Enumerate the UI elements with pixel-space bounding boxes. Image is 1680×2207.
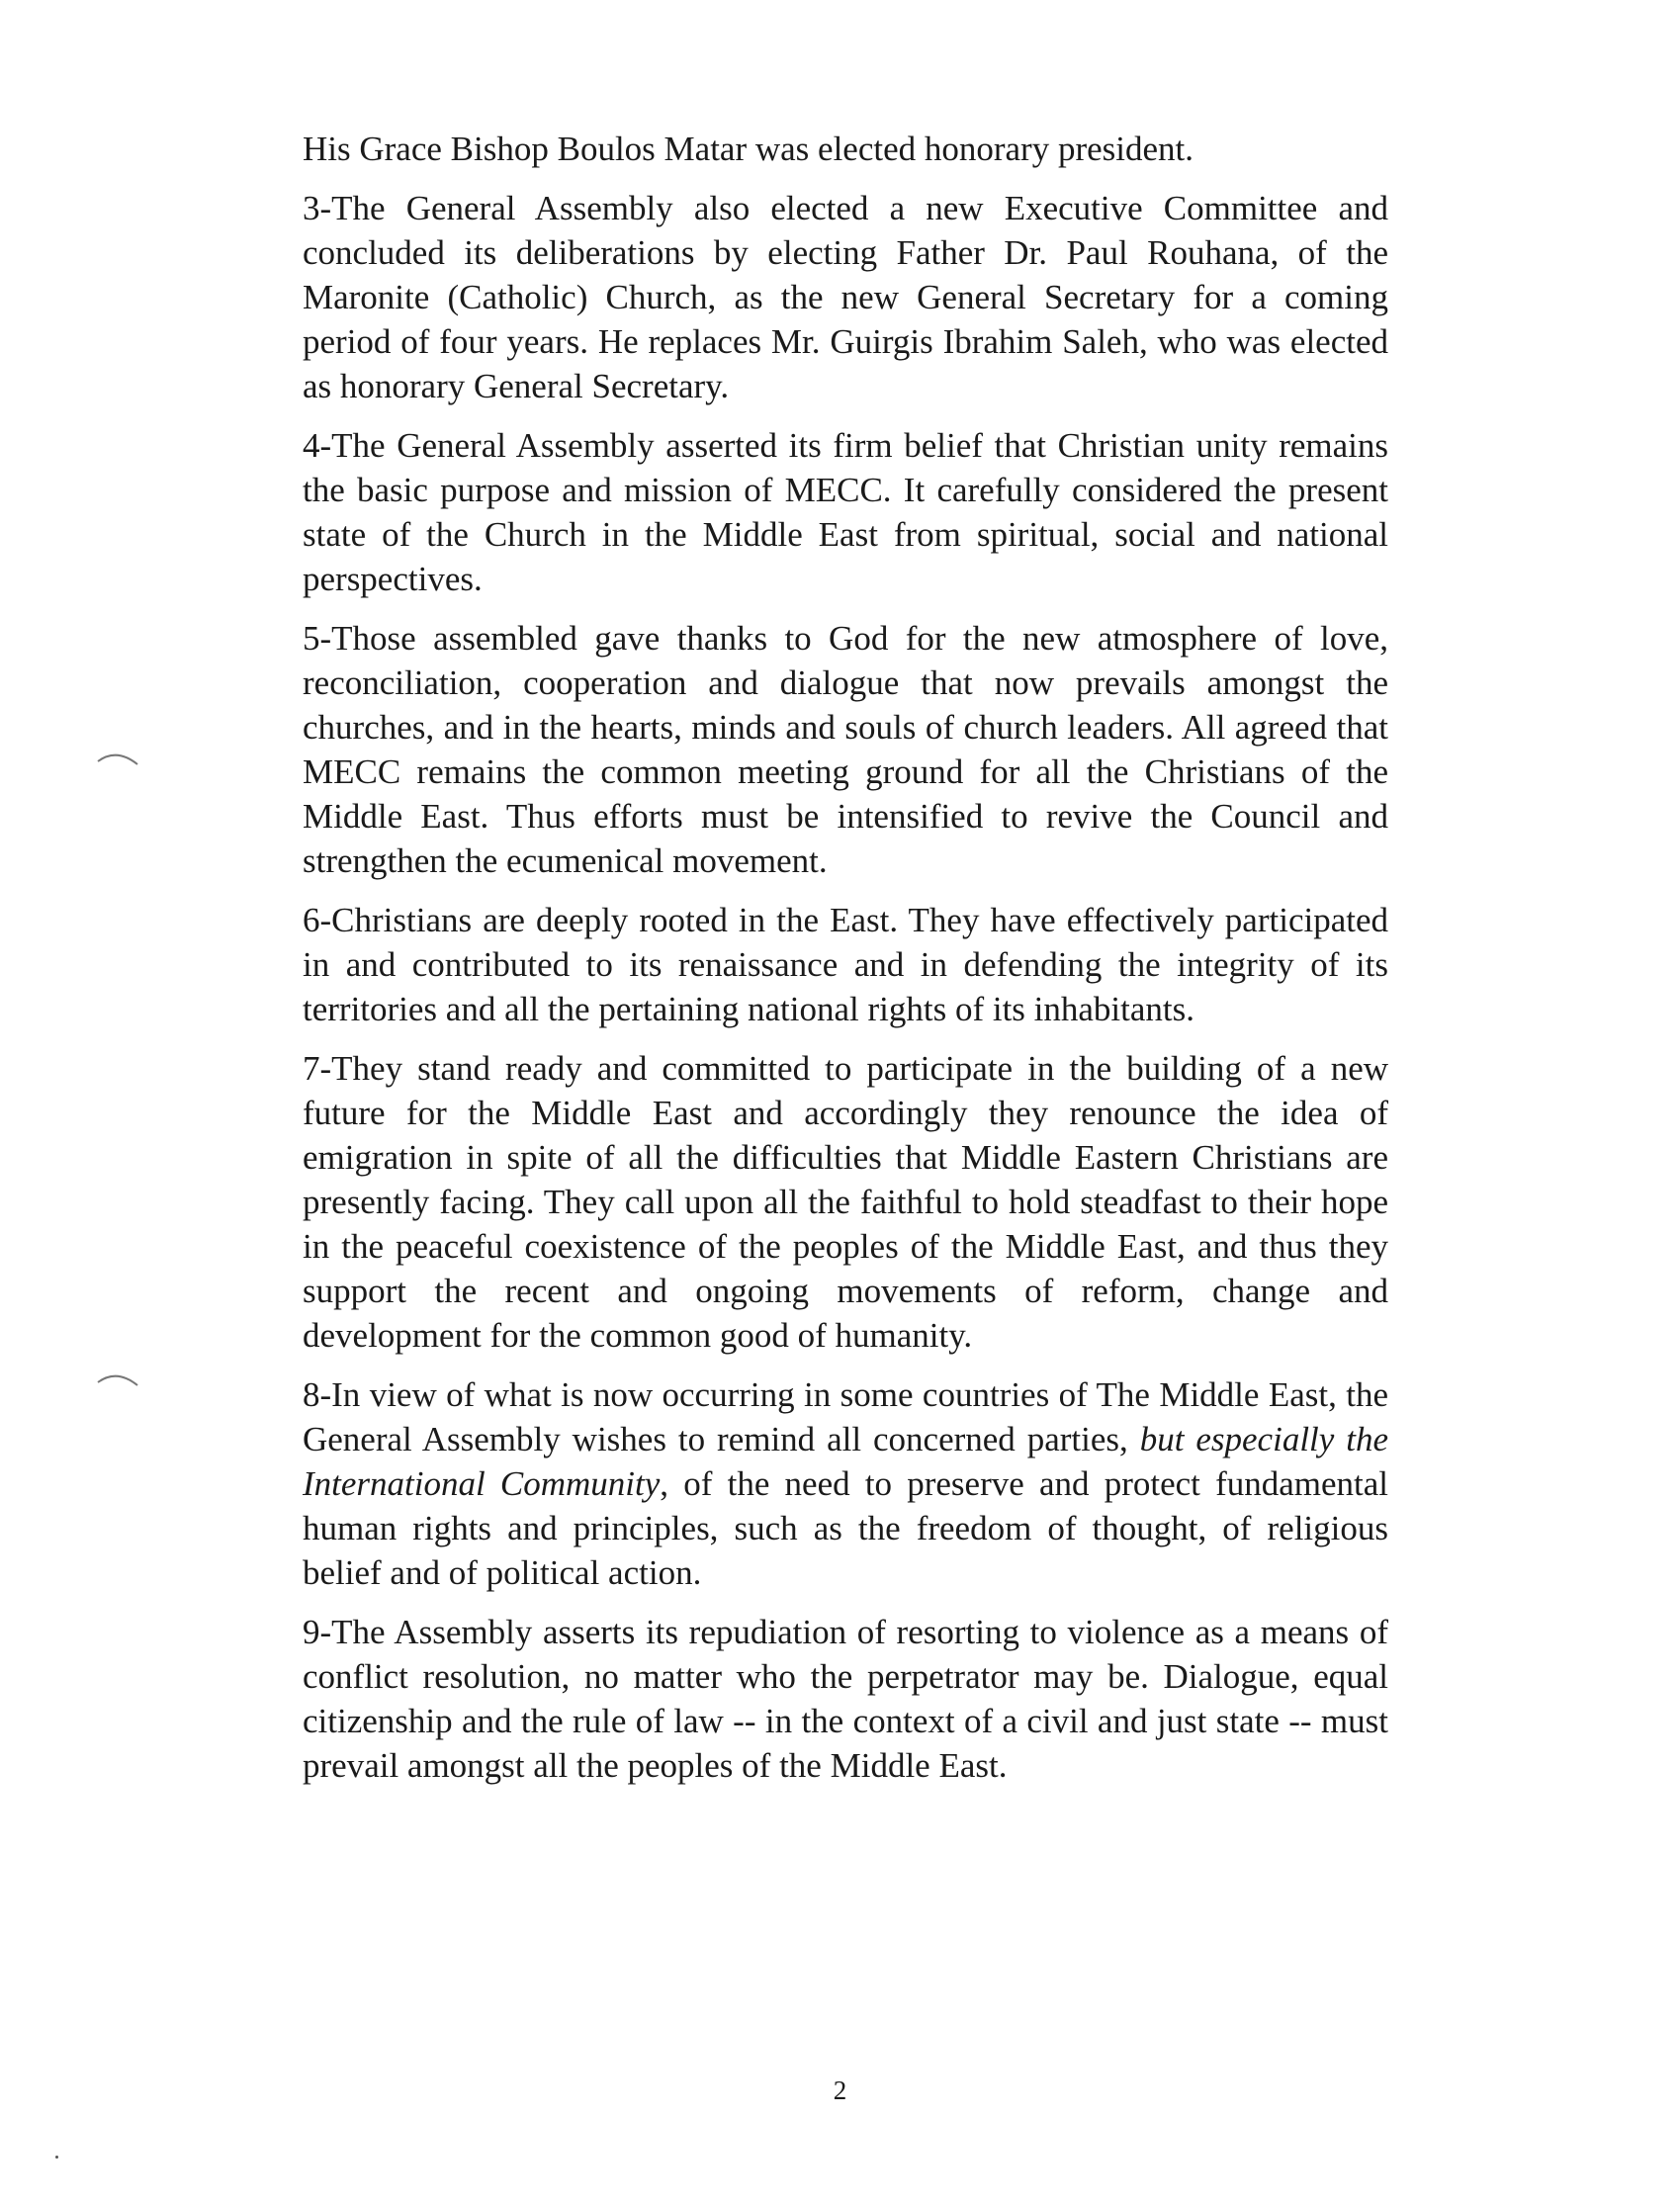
paragraph-8-human-rights (303, 1372, 1388, 1595)
paragraph-3-executive-committee: 3-The General Assembly also elected a new Executive Committee and concluded its deliberations by electing Father Dr. Paul Rouhana, of the Maronite (Catholic) Church, as the new General Secretary for a coming period of four years. He replaces Mr. Guirgis Ibrahim Saleh, who was elected as honorary General Secretary. (303, 189, 1388, 405)
paragraph-9-repudiation-of-violence: 9-The Assembly asserts its repudiation of resorting to violence as a means of conflict resolution, no matter who the perpetrator may be. Dialogue, equal citizenship and the rule of law -- in the context of a civil and just state -- must prevail amongst all the peoples of the Middle East. (303, 1613, 1388, 1785)
document-body (303, 127, 1388, 1803)
paragraph-8-emphasis: but especially the International Community (303, 1420, 1388, 1503)
paragraph-5-thanks-to-god: 5-Those assembled gave thanks to God for the new atmosphere of love, reconciliation, cooperation and dialogue that now prevails amongst the churches, and in the hearts, minds and souls of church leaders. All agreed that MECC remains the common meeting ground for all the Christians of the Middle East. Thus efforts must be intensified to revive the Council and strengthen the ecumenical movement. (303, 619, 1388, 880)
paragraph-8-text-end: , of the need to preserve and protect fundamental human rights and principles, such as the freedom of thought, of religious belief and of political action. (303, 1464, 1388, 1592)
paragraph-4-christian-unity: 4-The General Assembly asserted its firm belief that Christian unity remains the basic purpose and mission of MECC. It carefully considered the present state of the Church in the Middle East from spiritual, social and national perspectives. (303, 426, 1388, 598)
scan-speck (55, 2156, 58, 2159)
paragraph-8-text-start: 8-In view of what is now occurring in some countries of The Middle East, the General Assembly wishes to remind all concerned parties, (303, 1375, 1388, 1458)
page-number: 2 (833, 2075, 847, 2105)
paragraph-honorary-president: His Grace Bishop Boulos Matar was elected honorary president. (303, 130, 1194, 168)
paragraph-7-building-future: 7-They stand ready and committed to participate in the building of a new future for the Middle East and accordingly they renounce the idea of emigration in spite of all the difficulties that Middle Eastern Christians are presently facing. They call upon all the faithful to hold steadfast to their hope in the peaceful coexistence of the peoples of the Middle East, and thus they support the recent and ongoing movements of reform, change and development for the common good of humanity. (303, 1049, 1388, 1355)
punch-hole-mark-icon (95, 744, 140, 767)
paragraph-6-rooted-in-east: 6-Christians are deeply rooted in the East. They have effectively participated in and contributed to its renaissance and in defending the integrity of its territories and all the pertaining national rights of its inhabitants. (303, 901, 1388, 1028)
punch-hole-mark-icon (95, 1365, 140, 1388)
